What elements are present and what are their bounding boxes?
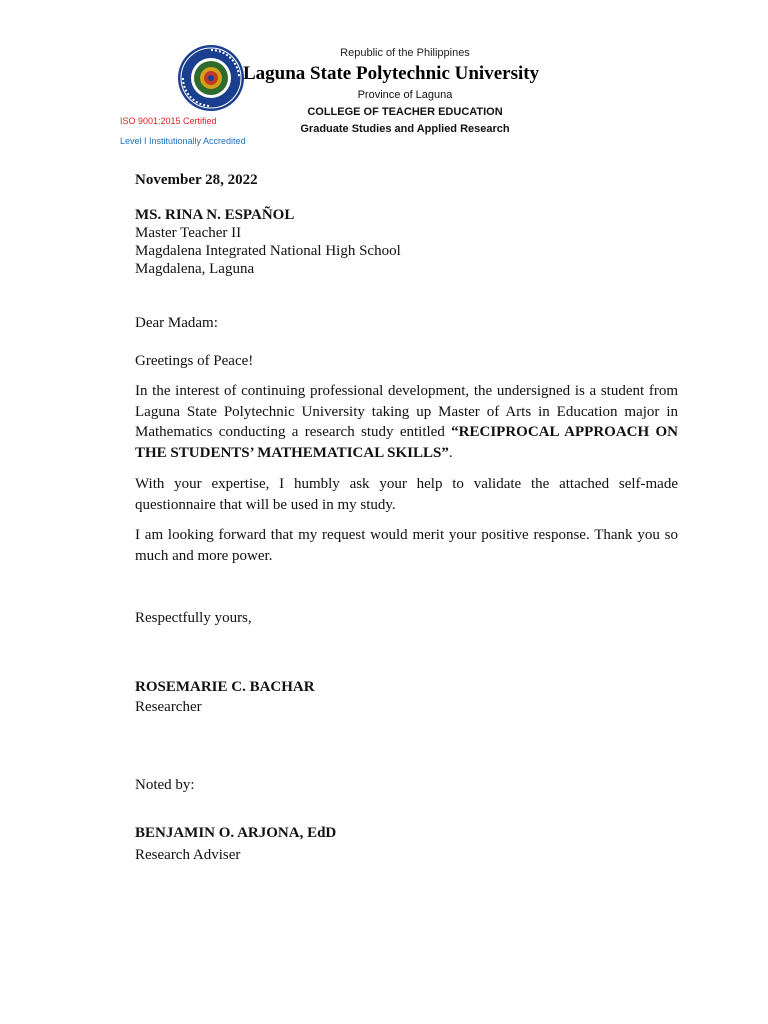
iso-certification-badge: ISO 9001:2015 Certified: [120, 116, 217, 126]
adviser-title: Research Adviser: [135, 847, 241, 863]
body-paragraph-1: [135, 381, 678, 463]
recipient-school: Magdalena Integrated National High School: [135, 243, 401, 259]
salutation: Dear Madam:: [135, 315, 218, 331]
paragraph-1-end: .: [448, 444, 453, 461]
researcher-name: ROSEMARIE C. BACHAR: [135, 679, 315, 695]
paragraph-1-text: In the interest of continuing professional development, the undersigned is a student from Laguna State Polytechnic University taking up Master of Arts in Education major in Mathematics conducting a research study entitled: [135, 383, 678, 440]
study-title: “RECIPROCAL APPROACH ON THE STUDENTS’ MATHEMATICAL SKILLS”: [135, 424, 678, 461]
province-line: Province of Laguna: [357, 89, 453, 101]
recipient-address: Magdalena, Laguna: [135, 261, 255, 277]
university-seal-icon: [177, 44, 245, 112]
body-paragraph-2: With your expertise, I humbly ask your help to validate the attached self-made questionnaire that will be used in my study.: [135, 476, 678, 513]
recipient-name: MS. RINA N. ESPAÑOL: [135, 207, 295, 223]
letter-date: November 28, 2022: [135, 172, 258, 188]
college-name: COLLEGE OF TEACHER EDUCATION: [307, 106, 503, 118]
graduate-studies-line: Graduate Studies and Applied Research: [300, 123, 510, 135]
greeting: Greetings of Peace!: [135, 353, 254, 369]
body-paragraph-3: I am looking forward that my request would merit your positive response. Thank you so much and more power.: [135, 527, 678, 564]
university-name: Laguna State Polytechnic University: [243, 63, 540, 84]
closing: Respectfully yours,: [135, 610, 252, 626]
adviser-name: BENJAMIN O. ARJONA, EdD: [135, 825, 337, 841]
recipient-position: Master Teacher II: [135, 225, 242, 241]
republic-line: Republic of the Philippines: [340, 47, 470, 59]
accreditation-badge: Level I Institutionally Accredited: [120, 136, 246, 146]
researcher-title: Researcher: [135, 699, 202, 715]
noted-by-label: Noted by:: [135, 777, 195, 793]
